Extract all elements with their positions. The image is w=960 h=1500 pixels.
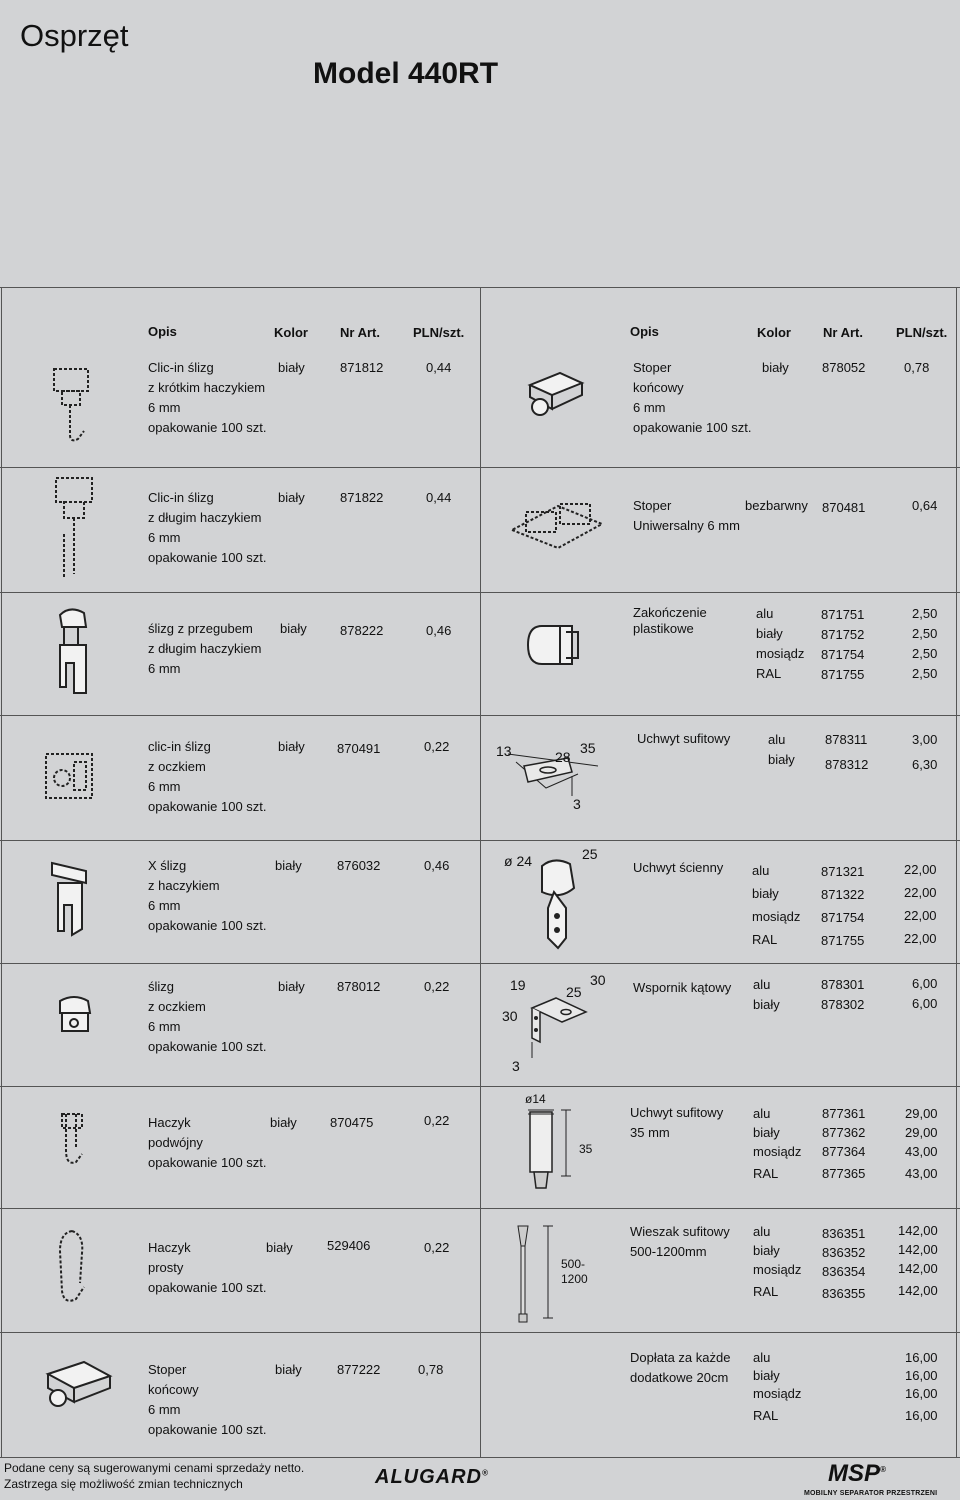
long-hook-slider-icon — [50, 474, 100, 584]
product-color: biały — [270, 1115, 297, 1130]
col-price: PLN/szt. — [896, 325, 948, 340]
dimension-label: 500- 1200 — [561, 1257, 588, 1286]
product-price: 0,22 — [424, 1240, 450, 1255]
product-price: 2,50 2,50 2,50 2,50 — [912, 606, 938, 681]
product-color: biały — [278, 490, 305, 505]
product-price: 22,00 22,00 22,00 22,00 — [904, 862, 937, 946]
product-price: 0,22 — [424, 1113, 450, 1128]
product-article: 871751 871752 871754 871755 — [821, 607, 865, 682]
product-price: 0,22 — [424, 739, 450, 754]
product-article: 876032 — [337, 858, 381, 873]
ceiling-mount-icon — [520, 1098, 580, 1194]
product-desc: Uchwyt sufitowy — [637, 731, 731, 746]
product-desc: X ślizg z haczykiem 6 mm opakowanie 100 szt. — [148, 858, 267, 933]
product-desc: Wspornik kątowy — [633, 980, 732, 995]
product-color: biały — [278, 739, 305, 754]
product-desc: Dopłata za każde dodatkowe 20cm — [630, 1350, 731, 1385]
product-article: 529406 — [327, 1238, 371, 1253]
dimension-label: ø14 — [525, 1092, 546, 1106]
dimension-label: 3 — [512, 1058, 520, 1074]
dimension-label: 13 — [496, 743, 512, 759]
msp-logo: MSP® — [828, 1460, 886, 1487]
dimension-label: 30 — [590, 972, 606, 988]
product-price: 0,22 — [424, 979, 450, 994]
product-article: 878012 — [337, 979, 381, 994]
product-desc: Stoper końcowy 6 mm opakowanie 100 szt. — [633, 360, 752, 435]
eyelet-slider-icon — [42, 750, 98, 806]
product-article: 871321 871322 871754 871755 — [821, 864, 865, 948]
col-nr: Nr Art. — [823, 325, 863, 340]
product-article: 871812 — [340, 360, 384, 375]
dimension-label: ø 24 — [504, 853, 533, 869]
col-kolor: Kolor — [274, 325, 308, 340]
end-stopper-icon — [40, 1354, 116, 1410]
product-article: 877361 877362 877364 877365 — [822, 1106, 866, 1181]
product-article: 836351 836352 836354 836355 — [822, 1226, 866, 1301]
slider-eyelet-icon — [52, 993, 98, 1041]
product-price: 6,00 6,00 — [912, 976, 938, 1011]
product-price: 0,44 — [426, 360, 452, 375]
product-article: 871822 — [340, 490, 384, 505]
product-price: 0,78 — [418, 1362, 444, 1377]
product-desc: Zakończenie plastikowe — [633, 605, 707, 636]
product-article: 878052 — [822, 360, 866, 375]
product-color: alu biały mosiądz RAL — [753, 1224, 802, 1299]
change-note: Zastrzega się możliwość zmian technicznych — [4, 1477, 243, 1491]
product-color: alu biały mosiądz RAL — [756, 606, 805, 681]
dimension-label: 35 — [580, 740, 596, 756]
col-nr: Nr Art. — [340, 325, 380, 340]
product-desc: Haczyk prosty opakowanie 100 szt. — [148, 1240, 267, 1295]
dimension-label: 35 — [579, 1142, 593, 1156]
product-price: 0,64 — [912, 498, 938, 513]
product-color: biały — [278, 360, 305, 375]
double-hook-icon — [52, 1110, 92, 1174]
product-article: 870481 — [822, 500, 866, 515]
x-slider-icon — [46, 853, 96, 939]
product-color: biały — [266, 1240, 293, 1255]
price-note: Podane ceny są sugerowanymi cenami sprzedaży netto. — [4, 1461, 305, 1475]
dimension-label: 3 — [573, 796, 581, 812]
ceiling-hanger-icon — [508, 1218, 558, 1328]
product-color: biały — [762, 360, 789, 375]
universal-stopper-icon — [506, 494, 606, 564]
product-price: 16,00 16,00 16,00 16,00 — [905, 1350, 938, 1423]
end-cap-icon — [522, 618, 582, 678]
alugard-logo: ALUGARD® — [375, 1466, 489, 1488]
product-color: alu biały — [753, 977, 780, 1012]
product-desc: Clic-in ślizg z długim haczykiem 6 mm opakowanie 100 szt. — [148, 490, 267, 565]
product-article: 877222 — [337, 1362, 381, 1377]
dimension-label: 28 — [555, 749, 571, 765]
col-opis: Opis — [630, 324, 659, 339]
product-price: 0,46 — [424, 858, 450, 873]
product-color: alu biały mosiądz RAL — [752, 863, 801, 947]
product-desc: Uchwyt sufitowy 35 mm — [630, 1105, 724, 1140]
product-price: 29,00 29,00 43,00 43,00 — [905, 1106, 938, 1181]
product-desc: Uchwyt ścienny — [633, 860, 724, 875]
section-title: Osprzęt — [20, 18, 129, 53]
msp-logo-subtitle: MOBILNY SEPARATOR PRZESTRZENI — [804, 1490, 938, 1497]
product-color: bezbarwny — [745, 498, 808, 513]
product-article: 878222 — [340, 623, 384, 638]
product-color: biały — [280, 621, 307, 636]
col-kolor: Kolor — [757, 325, 791, 340]
dimension-label: 25 — [566, 984, 582, 1000]
product-article: 870475 — [330, 1115, 374, 1130]
product-article: 870491 — [337, 741, 381, 756]
product-color: biały — [275, 1362, 302, 1377]
product-article: 878311 878312 — [825, 732, 869, 772]
hinged-slider-icon — [50, 605, 100, 697]
product-color: alu biały mosiądz RAL — [753, 1350, 802, 1423]
short-hook-slider-icon — [48, 365, 96, 445]
col-opis: Opis — [148, 324, 177, 339]
dimension-label: 19 — [510, 977, 526, 993]
dimension-label: 25 — [582, 846, 598, 862]
product-color: biały — [278, 979, 305, 994]
col-price: PLN/szt. — [413, 325, 465, 340]
product-desc: Wieszak sufitowy 500-1200mm — [630, 1224, 730, 1259]
model-title: Model 440RT — [313, 57, 499, 90]
product-desc: Stoper końcowy 6 mm opakowanie 100 szt. — [148, 1362, 267, 1437]
wall-bracket-icon — [524, 852, 596, 952]
product-desc: Clic-in ślizg z krótkim haczykiem 6 mm opakowanie 100 szt. — [148, 360, 267, 435]
straight-hook-icon — [50, 1227, 94, 1311]
product-color: alu biały — [768, 732, 795, 767]
product-color: alu biały mosiądz RAL — [753, 1106, 802, 1181]
product-desc: Haczyk podwójny opakowanie 100 szt. — [148, 1115, 267, 1170]
product-price: 142,00 142,00 142,00 142,00 — [898, 1223, 938, 1298]
product-price: 0,44 — [426, 490, 452, 505]
product-color: biały — [275, 858, 302, 873]
product-desc: ślizg z przegubem z długim haczykiem 6 mm — [148, 621, 262, 676]
product-price: 0,46 — [426, 623, 452, 638]
product-article: 878301 878302 — [821, 977, 865, 1012]
product-desc: Stoper Uniwersalny 6 mm — [633, 498, 740, 533]
end-stopper-icon — [520, 365, 590, 423]
product-price: 3,00 6,30 — [912, 732, 938, 772]
dimension-label: 30 — [502, 1008, 518, 1024]
page-header — [0, 0, 960, 287]
product-desc: ślizg z oczkiem 6 mm opakowanie 100 szt. — [148, 979, 267, 1054]
product-desc: clic-in ślizg z oczkiem 6 mm opakowanie 100 szt. — [148, 739, 267, 814]
product-price: 0,78 — [904, 360, 930, 375]
